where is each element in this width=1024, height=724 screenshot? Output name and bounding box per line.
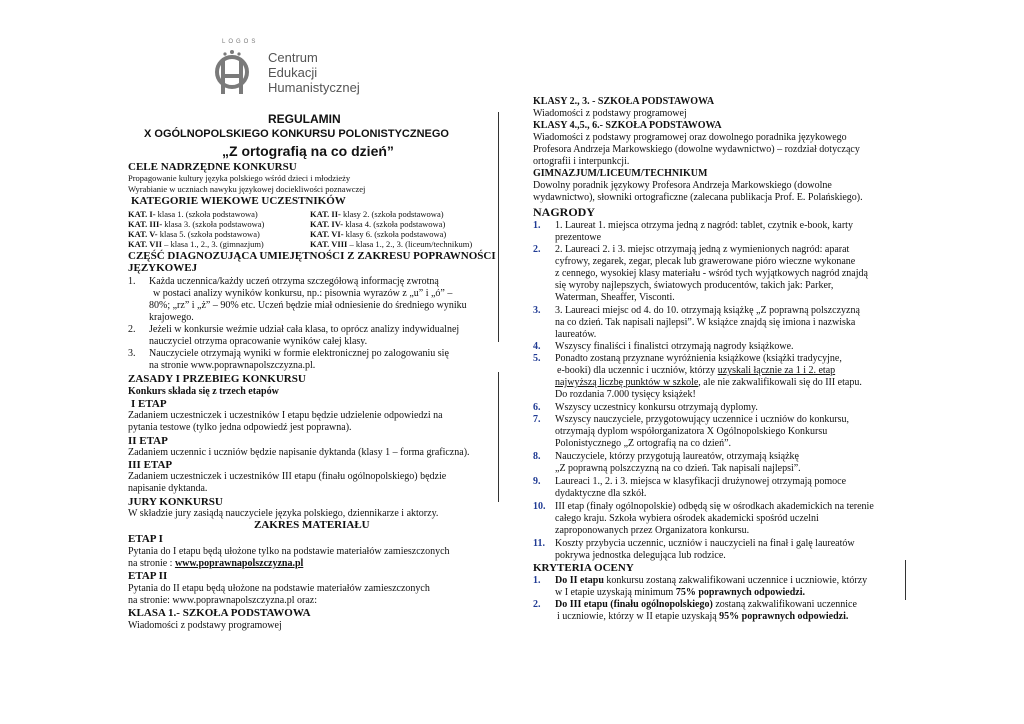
prize-line: cyfrowy, zegarek, zegar, plecak lub grawerowane pióro wieczne wykonane (555, 256, 856, 267)
prize-line: najwyższą liczbę punktów w szkole, ale nie zakwalifikowali się do III etapu. (555, 377, 862, 388)
scope-heading: ZAKRES MATERIAŁU (254, 519, 370, 531)
klasy-2-3-text: Wiadomości z podstawy programowej (533, 108, 687, 119)
diag-heading-line-1: CZĘŚĆ DIAGNOZUJĄCA UMIEJĘTNOŚCI Z ZAKRESU POPRAWNOŚCI (128, 250, 496, 262)
criteria-line: Do II etapu konkursu zostaną zakwalifikowani uczennice i uczniowie, którzy (555, 575, 868, 586)
gimnazjum-heading: GIMNAZJUM/LICEUM/TECHNIKUM (533, 168, 708, 179)
goals-item-1: Propagowanie kultury języka polskiego wśród dzieci i młodzieży (128, 173, 351, 183)
diag-item-number: 3. (128, 348, 136, 359)
prize-line: e-booki) dla uczennic i uczniów, którzy uzyskali łącznie za 1 i 2. etap (557, 365, 836, 376)
criteria-number: 2. (533, 599, 541, 610)
etap-1-heading: I ETAP (131, 398, 167, 410)
gimnazjum-line: wydawnictwo), słowniki ortograficzne (zalecana publikacja Prof. E. Polańskiego). (533, 192, 863, 203)
title-contest-name: X OGÓLNOPOLSKIEGO KONKURSU POLONISTYCZNEGO (144, 128, 449, 140)
prize-line: Koszty przybycia uczennic, uczniów i nauczycieli na finał i galę laureatów (555, 538, 855, 549)
logo-arc-text: LOGOS (222, 39, 259, 45)
prize-line: Wszyscy uczestnicy konkursu otrzymają dyplomy. (555, 402, 758, 413)
diag-item-line: 80%; „rz” i „ż” – 90% etc. Uczeń będzie miał odniesienie do średniego wyniku (149, 300, 467, 311)
prize-line: Do rozdania 7.000 tysięcy książek! (555, 389, 696, 400)
category-cell: KAT. IV- klasa 4. (szkoła podstawowa) (310, 219, 446, 229)
etap-1-line: pytania testowe (tylko jedna odpowiedź jest poprawna). (128, 422, 352, 433)
prize-line: dydaktyczne dla szkół. (555, 488, 647, 499)
scope-etap-1-line: Pytania do I etapu będą ułożone tylko na podstawie materiałów zamieszczonych (128, 546, 450, 557)
prize-number: 10. (533, 501, 546, 512)
prize-line: Wszyscy finaliści i finalistci otrzymają nagrody książkowe. (555, 341, 794, 352)
prize-line: całego kraju. Szkoła wybiera ośrodek akademicki spośród uczelni (555, 513, 819, 524)
klasy-2-3-heading: KLASY 2., 3. - SZKOŁA PODSTAWOWA (533, 96, 715, 107)
categories-heading: KATEGORIE WIEKOWE UCZESTNIKÓW (131, 195, 346, 207)
category-cell: KAT. II- klasy 2. (szkoła podstawowa) (310, 209, 444, 219)
prize-number: 8. (533, 451, 541, 462)
etap-2-line: Zadaniem uczennic i uczniów będzie napisanie dyktanda (klasy 1 – forma graficzna). (128, 447, 470, 458)
etap-3-line: napisanie dyktanda. (128, 483, 208, 494)
diag-item-line: Każda uczennica/każdy uczeń otrzyma szczegółową informację zwrotną (149, 276, 439, 287)
column-divider (905, 560, 906, 600)
prize-number: 7. (533, 414, 541, 425)
diag-item-line: Jeżeli w konkursie weźmie udział cała klasa, to oprócz analizy indywidualnej (149, 324, 460, 335)
prize-line: 2. Laureaci 2. i 3. miejsc otrzymają jedną z wymienionych nagród: aparat (555, 244, 850, 255)
logo (208, 38, 360, 106)
category-cell: KAT. I- klasa 1. (szkoła podstawowa) (128, 209, 258, 219)
klasa-1-heading: KLASA 1.- SZKOŁA PODSTAWOWA (128, 607, 311, 619)
logo-emblem-icon (208, 38, 259, 106)
logo-line-2: Edukacji (268, 65, 318, 80)
criteria-heading: KRYTERIA OCENY (533, 562, 634, 574)
jury-text: W składzie jury zasiądą nauczyciele języka polskiego, dziennikarze i aktorzy. (128, 508, 439, 519)
prize-line: III etap (finały ogólnopolskie) odbędą się w ośrodkach akademickich na terenie (555, 501, 874, 512)
gimnazjum-line: Dowolny poradnik językowy Profesora Andrzeja Markowskiego (dowolne (533, 180, 832, 191)
logo-line-3: Humanistycznej (268, 80, 360, 95)
diag-item-line: nauczyciel otrzyma opracowanie wyników całej klasy. (149, 336, 368, 347)
goals-heading: CELE NADRZĘDNE KONKURSU (128, 161, 297, 173)
prize-line: prezentowe (555, 232, 602, 243)
diag-heading-line-2: JĘZYKOWEJ (128, 262, 198, 274)
etap-3-line: Zadaniem uczestniczek i uczestników III etapu (finału ogólnopolskiego) będzie (128, 471, 447, 482)
prize-number: 2. (533, 244, 541, 255)
criteria-number: 1. (533, 575, 541, 586)
prize-line: się wyroby najlepszych, światowych producentów, takich jak: Parker, (555, 280, 834, 291)
goals-item-2: Wyrabianie w uczniach nawyku językowej dociekliwości poznawczej (128, 184, 366, 194)
category-cell: KAT. VI- klasy 6. (szkoła podstawowa) (310, 229, 447, 239)
prize-number: 5. (533, 353, 541, 364)
etap-2-heading: II ETAP (128, 435, 168, 447)
diag-item-number: 1. (128, 276, 136, 287)
etap-1-line: Zadaniem uczestniczek i uczestników I etapu będzie udzielenie odpowiedzi na (128, 410, 443, 421)
prize-line: 3. Laureaci miejsc od 4. do 10. otrzymają książkę „Z poprawną polszczyzną (555, 305, 860, 316)
klasy-4-6-heading: KLASY 4.,5., 6.- SZKOŁA PODSTAWOWA (533, 120, 722, 131)
prize-line: laureatów. (555, 329, 597, 340)
category-cell: KAT. III- klasa 3. (szkoła podstawowa) (128, 219, 265, 229)
prize-line: Waterman, Sheaffer, Visconti. (555, 292, 675, 303)
prizes-heading: NAGRODY (533, 205, 595, 219)
prize-line: Polonistycznego „Z ortografią na co dzień”. (555, 438, 732, 449)
prize-line: na co dzień. Tak napisali najlepsi”. W książce znajdą się imiona i nazwiska (555, 317, 856, 328)
rules-subheading: Konkurs składa się z trzech etapów (128, 386, 279, 397)
category-cell: KAT. V- klasa 5. (szkoła podstawowa) (128, 229, 260, 239)
prize-line: pokrywa jednostka delegująca lub rodzice. (555, 550, 726, 561)
title-motto: „Z ortografią na co dzień” (222, 143, 394, 159)
column-divider (498, 372, 499, 502)
prize-number: 6. (533, 402, 541, 413)
rules-heading: ZASADY I PRZEBIEG KONKURSU (128, 373, 306, 385)
diag-item-number: 2. (128, 324, 136, 335)
criteria-line: i uczniowie, którzy w II etapie uzyskają 95% poprawnych odpowiedzi. (557, 611, 849, 622)
prize-line: Nauczyciele, którzy przygotują laureatów, otrzymają książkę (555, 451, 799, 462)
prize-number: 3. (533, 305, 541, 316)
diag-item-line: Nauczyciele otrzymają wyniki w formie elektronicznej po zalogowaniu się (149, 348, 449, 359)
scope-etap-1-heading: ETAP I (128, 533, 163, 545)
klasy-4-6-line: Profesora Andrzeja Markowskiego (dowolne wydawnictwo) – rozdział dotyczący (533, 144, 860, 155)
column-divider (498, 112, 499, 342)
site-link[interactable]: www.poprawnapolszczyzna.pl (174, 558, 304, 569)
scope-etap-2-line: Pytania do II etapu będą ułożone na podstawie materiałów zamieszczonych (128, 583, 430, 594)
prize-line: otrzymają dyplom współorganizatora X Ogólnopolskiego Konkursu (555, 426, 828, 437)
prize-line: „Z poprawną polszczyzną na co dzień. Tak napisali najlepsi”. (555, 463, 801, 474)
category-cell: KAT. VII – klasa 1., 2., 3. (gimnazjum) (128, 239, 264, 249)
prize-line: Ponadto zostaną przyznane wyróżnienia książkowe (książki tradycyjne, (555, 353, 842, 364)
klasa-1-text: Wiadomości z podstawy programowej (128, 620, 282, 631)
prize-number: 11. (533, 538, 545, 549)
klasy-4-6-line: Wiadomości z podstawy programowej oraz dowolnego poradnika językowego (533, 132, 847, 143)
criteria-line: Do III etapu (finału ogólnopolskiego) zostaną zakwalifikowani uczennice (555, 599, 857, 610)
diag-item-line: na stronie www.poprawnapolszczyzna.pl. (149, 360, 316, 371)
klasy-4-6-line: ortografii i interpunkcji. (533, 156, 630, 167)
prize-number: 9. (533, 476, 541, 487)
criteria-line: w I etapie uzyskają minimum 75% poprawnych odpowiedzi. (555, 587, 805, 598)
category-cell: KAT. VIII – klasa 1., 2., 3. (liceum/technikum) (310, 239, 473, 249)
diag-item-line: krajowego. (149, 312, 194, 323)
etap-3-heading: III ETAP (128, 459, 173, 471)
prize-line: Laureaci 1., 2. i 3. miejsca w klasyfikacji drużynowej otrzymają pomoce (555, 476, 847, 487)
prize-number: 4. (533, 341, 541, 352)
prize-line: z cennego, wysokiej klasy materiału - wśród tych wyjątkowych nagród znajdą (555, 268, 868, 279)
prize-number: 1. (533, 220, 541, 231)
prize-line: 1. Laureat 1. miejsca otrzyma jedną z nagród: tablet, czytnik e-book, karty (555, 220, 853, 231)
scope-etap-1-site: na stronie : www.poprawnapolszczyzna.pl (128, 558, 304, 569)
title-regulamin: REGULAMIN (268, 112, 341, 126)
diag-item-line: w postaci analizy wyników konkursu, np.: pisownia wyrazów z „u” i „ó” – (153, 288, 453, 299)
prize-line: Wszyscy nauczyciele, przygotowujący uczennice i uczniów do konkursu, (555, 414, 850, 425)
scope-etap-2-heading: ETAP II (128, 570, 168, 582)
scope-etap-2-line: na stronie: www.poprawnapolszczyzna.pl oraz: (128, 595, 318, 606)
prize-line: zaproponowanych przez Organizatora konkursu. (555, 525, 750, 536)
jury-heading: JURY KONKURSU (128, 496, 223, 508)
logo-line-1: Centrum (268, 50, 318, 65)
